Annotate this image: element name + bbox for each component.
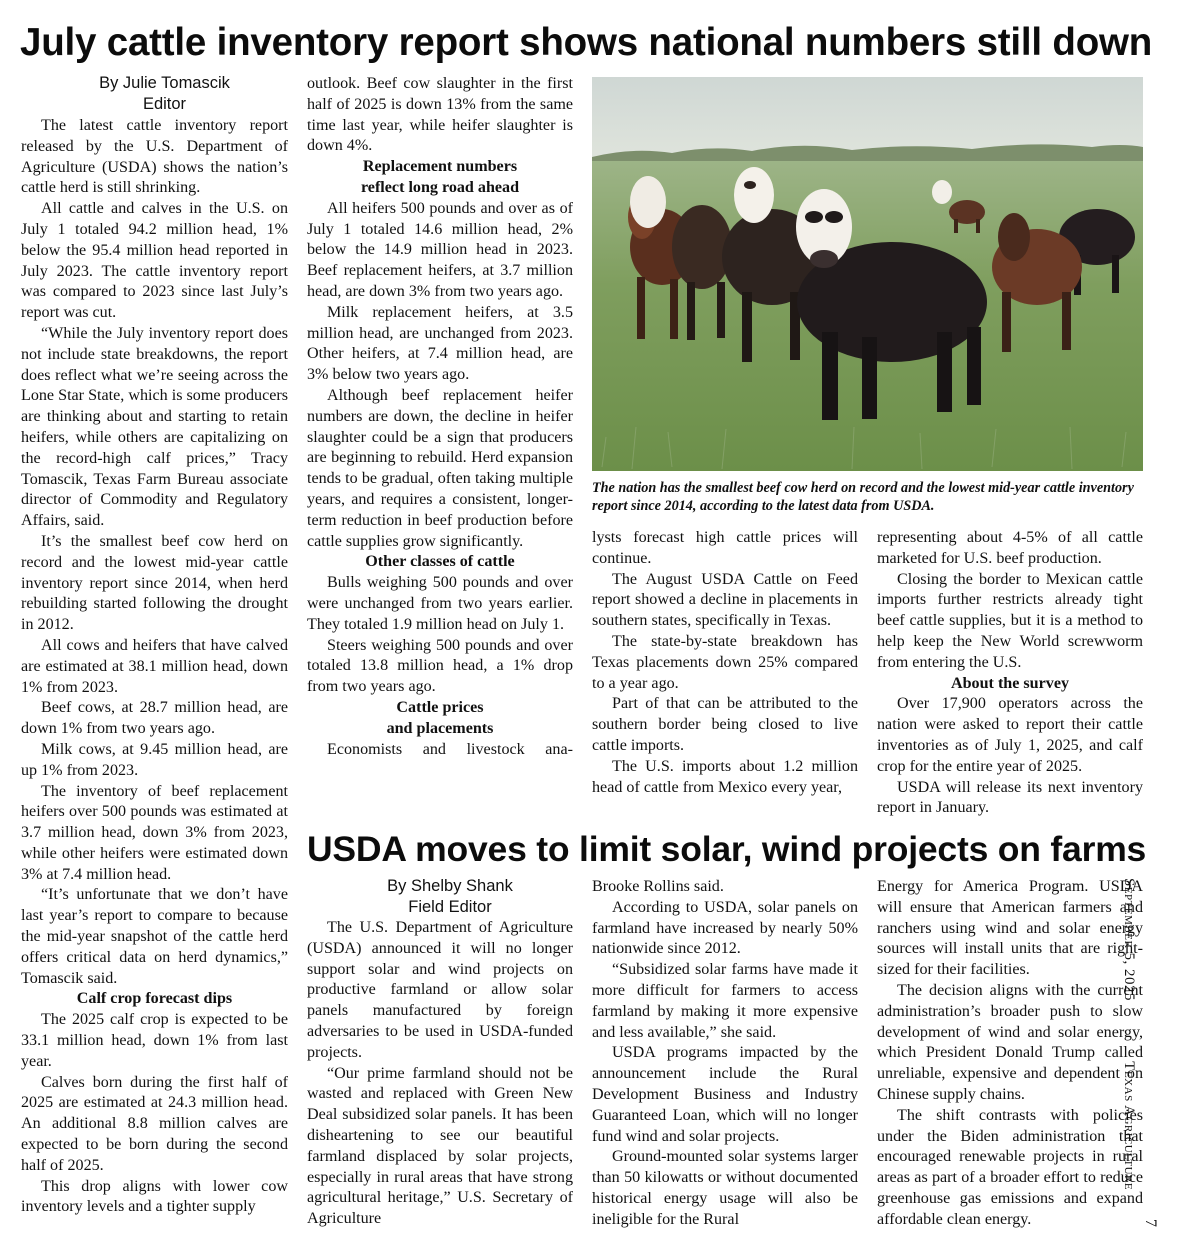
- byline-title: Editor: [142, 94, 187, 113]
- paragraph: “Subsidized solar farms have made it more difficult for farmers to access farmland by making it more expensive and less available,” she said.: [592, 961, 858, 1041]
- paragraph: Although beef replacement heifer numbers are down, the decline in heifer slaughter could be a sign that producers are beginning to rebuild. Herd expansion tends to be gradual, often taking multiple years, and requires a consistent, longer-term reduction in beef production before cattle supplies grow significantly.: [307, 386, 573, 550]
- paragraph: This drop aligns with lower cow inventory levels and a tighter supply: [21, 1177, 288, 1216]
- paragraph: According to USDA, solar panels on farmland have increased by nearly 50% nationwide since 2012.: [592, 898, 858, 958]
- byline-author: By Shelby Shank: [387, 877, 513, 895]
- byline-title: Field Editor: [408, 897, 492, 916]
- paragraph: The U.S. imports about 1.2 million head of cattle from Mexico every year,: [592, 757, 858, 796]
- article-column-2: [307, 876, 573, 1230]
- paragraph: “While the July inventory report does not include state breakdowns, the report does reflect what we’re seeing across the Lone Star State, which is some producers are thinking about and starting to retain heifers, while others are capitalizing on the record-high calf prices,” Tracy Tomascik, Texas Farm Bureau associate director of Commodity and Regulatory Affairs, said.: [21, 324, 288, 530]
- paragraph-group: [592, 898, 858, 1231]
- paragraph: The inventory of beef replacement heifers over 500 pounds was estimated at 3.7 million head, down 3% from 2023, while other heifers were estimated down 3% at 7.4 million head.: [21, 782, 288, 883]
- paragraph: It’s the smallest beef cow herd on record and the lowest mid-year cattle inventory report since 2014, when herd rebuilding started following the drought in 2012.: [21, 532, 288, 634]
- paragraph: lysts forecast high cattle prices will continue.: [592, 529, 858, 567]
- cattle-photo: [592, 77, 1143, 471]
- article-column-3: [592, 877, 858, 1231]
- paragraph: “Our prime farmland should not be wasted and replaced with Green New Deal subsidized solar panels. It has been disheartening to see our beautiful farmland displaced by solar projects, especially in rural areas that have strong agricultural heritage,” U.S. Secretary of Agriculture: [307, 1064, 573, 1228]
- paragraph: Economists and livestock ana-: [327, 740, 573, 758]
- subheading: and placements: [386, 719, 494, 737]
- paragraph: “It’s unfortunate that we don’t have last year’s report to compare to because the mid-year snapshot of the cattle herd offers critical data on herd dynamics,” Tomascik said.: [21, 886, 288, 987]
- paragraph: The U.S. Department of Agriculture (USDA) announced it will no longer support solar and wind projects on productive farmland or allow solar panels manufactured by foreign adversaries to be used in USDA-funded projects.: [307, 919, 573, 1061]
- paragraph: Milk replacement heifers, at 3.5 million head, are unchanged from 2023. Other heifers, at 7.4 million head, are 3% below two years ago.: [307, 303, 573, 384]
- paragraph: Calves born during the first half of 2025 are estimated at 24.3 million head. An additional 8.8 million calves are expected to be born during the second half of 2025.: [21, 1073, 288, 1174]
- paragraph: The August USDA Cattle on Feed report showed a decline in placements in southern states, specifically in Texas.: [592, 570, 858, 630]
- paragraph-group: [307, 199, 573, 553]
- issue-date: September 5, 2025: [1121, 878, 1137, 1002]
- publication-name: Texas Agriculture: [1121, 1061, 1137, 1191]
- paragraph-group: [21, 116, 288, 989]
- paragraph-group: [592, 570, 858, 799]
- cattle-pasture-image: [592, 77, 1143, 471]
- paragraph: The shift contrasts with policies under the Biden administration that encouraged renewable projects in rural areas as part of a broader effort to reduce greenhouse gas emissions and expand affordable clean energy.: [877, 1106, 1143, 1228]
- paragraph: All cattle and calves in the U.S. on July 1 totaled 94.2 million head, 1% below the 95.4 million head reported in July 2023. The cattle inventory report was compared to 2023 since last July’s report was cut.: [21, 200, 288, 322]
- paragraph: Brooke Rollins said.: [592, 878, 724, 895]
- photo-caption: The nation has the smallest beef cow herd on record and the lowest mid-year cattle inventory report since 2014, according to the latest data from USDA.: [592, 480, 1134, 514]
- subheading: Other classes of cattle: [365, 553, 515, 571]
- article-column-4: [877, 528, 1143, 819]
- paragraph: All heifers 500 pounds and over as of July 1 totaled 14.6 million head, 2% below the 14.9 million head in 2023. Beef replacement heifers, at 3.7 million head, are down 3% from two years ago.: [307, 199, 573, 300]
- paragraph: Steers weighing 500 pounds and over totaled 13.8 million head, a 1% drop from two years ago.: [307, 636, 573, 696]
- paragraph: Part of that can be attributed to the southern border being closed to live cattle imports.: [592, 695, 858, 754]
- paragraph: representing about 4-5% of all cattle marketed for U.S. beef production.: [877, 529, 1143, 567]
- paragraph-group: [21, 1010, 288, 1218]
- paragraph: outlook. Beef cow slaughter in the first half of 2025 is down 13% from the same time last year, while heifer slaughter is down 4%.: [307, 75, 573, 155]
- page-number: 7: [1142, 1219, 1159, 1227]
- paragraph-group: [877, 570, 1143, 674]
- paragraph-group: [307, 573, 573, 698]
- paragraph: USDA will release its next inventory report in January.: [877, 778, 1143, 817]
- paragraph: USDA programs impacted by the announcement include the Rural Development Business and Industry Guaranteed Loan, which will no longer fund wind and solar projects.: [592, 1044, 858, 1145]
- article-column-4: [877, 877, 1143, 1231]
- paragraph: The 2025 calf crop is expected to be 33.1 million head, down 1% from last year.: [21, 1011, 288, 1070]
- paragraph-group: [307, 918, 573, 1230]
- article-column-2: [307, 74, 573, 760]
- paragraph: All cows and heifers that have calved are estimated at 38.1 million head, down 1% from 2023.: [21, 636, 288, 696]
- paragraph: The state-by-state breakdown has Texas placements down 25% compared to a year ago.: [592, 632, 858, 692]
- subheading: Cattle prices: [396, 698, 484, 716]
- paragraph-group: [877, 694, 1143, 819]
- article-headline: USDA moves to limit solar, wind projects on farms: [307, 829, 1147, 869]
- paragraph: Ground-mounted solar systems larger than 50 kilowatts or without documented historical energy usage will also be ineligible for the Rural: [592, 1148, 858, 1228]
- paragraph: Beef cows, at 28.7 million head, are down 1% from two years ago.: [21, 699, 288, 738]
- paragraph-group: [877, 981, 1143, 1231]
- paragraph: Closing the border to Mexican cattle imports further restricts already tight beef cattle supplies, but it is a method to help keep the New World screwworm from entering the U.S.: [877, 570, 1143, 671]
- paragraph: Energy for America Program. USDA will ensure that American farmers and ranchers using wind and solar energy sources will install units that are right-sized for their facilities.: [877, 878, 1143, 979]
- subheading: Replacement numbers: [362, 158, 518, 176]
- article-column-3: [592, 528, 858, 798]
- paragraph: Over 17,900 operators across the nation were asked to report their cattle inventories as of July 1, 2025, and calf crop for the entire year of 2025.: [877, 695, 1143, 775]
- article-headline: July cattle inventory report shows national numbers still down: [20, 21, 1153, 64]
- page-folio: [1118, 878, 1140, 1198]
- subheading: Calf crop forecast dips: [76, 990, 233, 1008]
- paragraph: Milk cows, at 9.45 million head, are up 1% from 2023.: [21, 740, 288, 779]
- paragraph: Bulls weighing 500 pounds and over were unchanged from two years earlier. They totaled 1.9 million head on July 1.: [307, 574, 573, 633]
- byline-author: By Julie Tomascik: [99, 74, 230, 92]
- paragraph: The decision aligns with the current administration’s broader push to slow development of wind and solar energy, which President Donald Trump called unreliable, expensive and dependent on Chinese supply chains.: [877, 981, 1143, 1103]
- article-column-1: [21, 73, 288, 1218]
- paragraph: The latest cattle inventory report released by the U.S. Department of Agriculture (USDA) shows the nation’s cattle herd is still shrinking.: [21, 117, 288, 197]
- subheading: About the survey: [950, 674, 1070, 692]
- subheading: reflect long road ahead: [360, 178, 520, 196]
